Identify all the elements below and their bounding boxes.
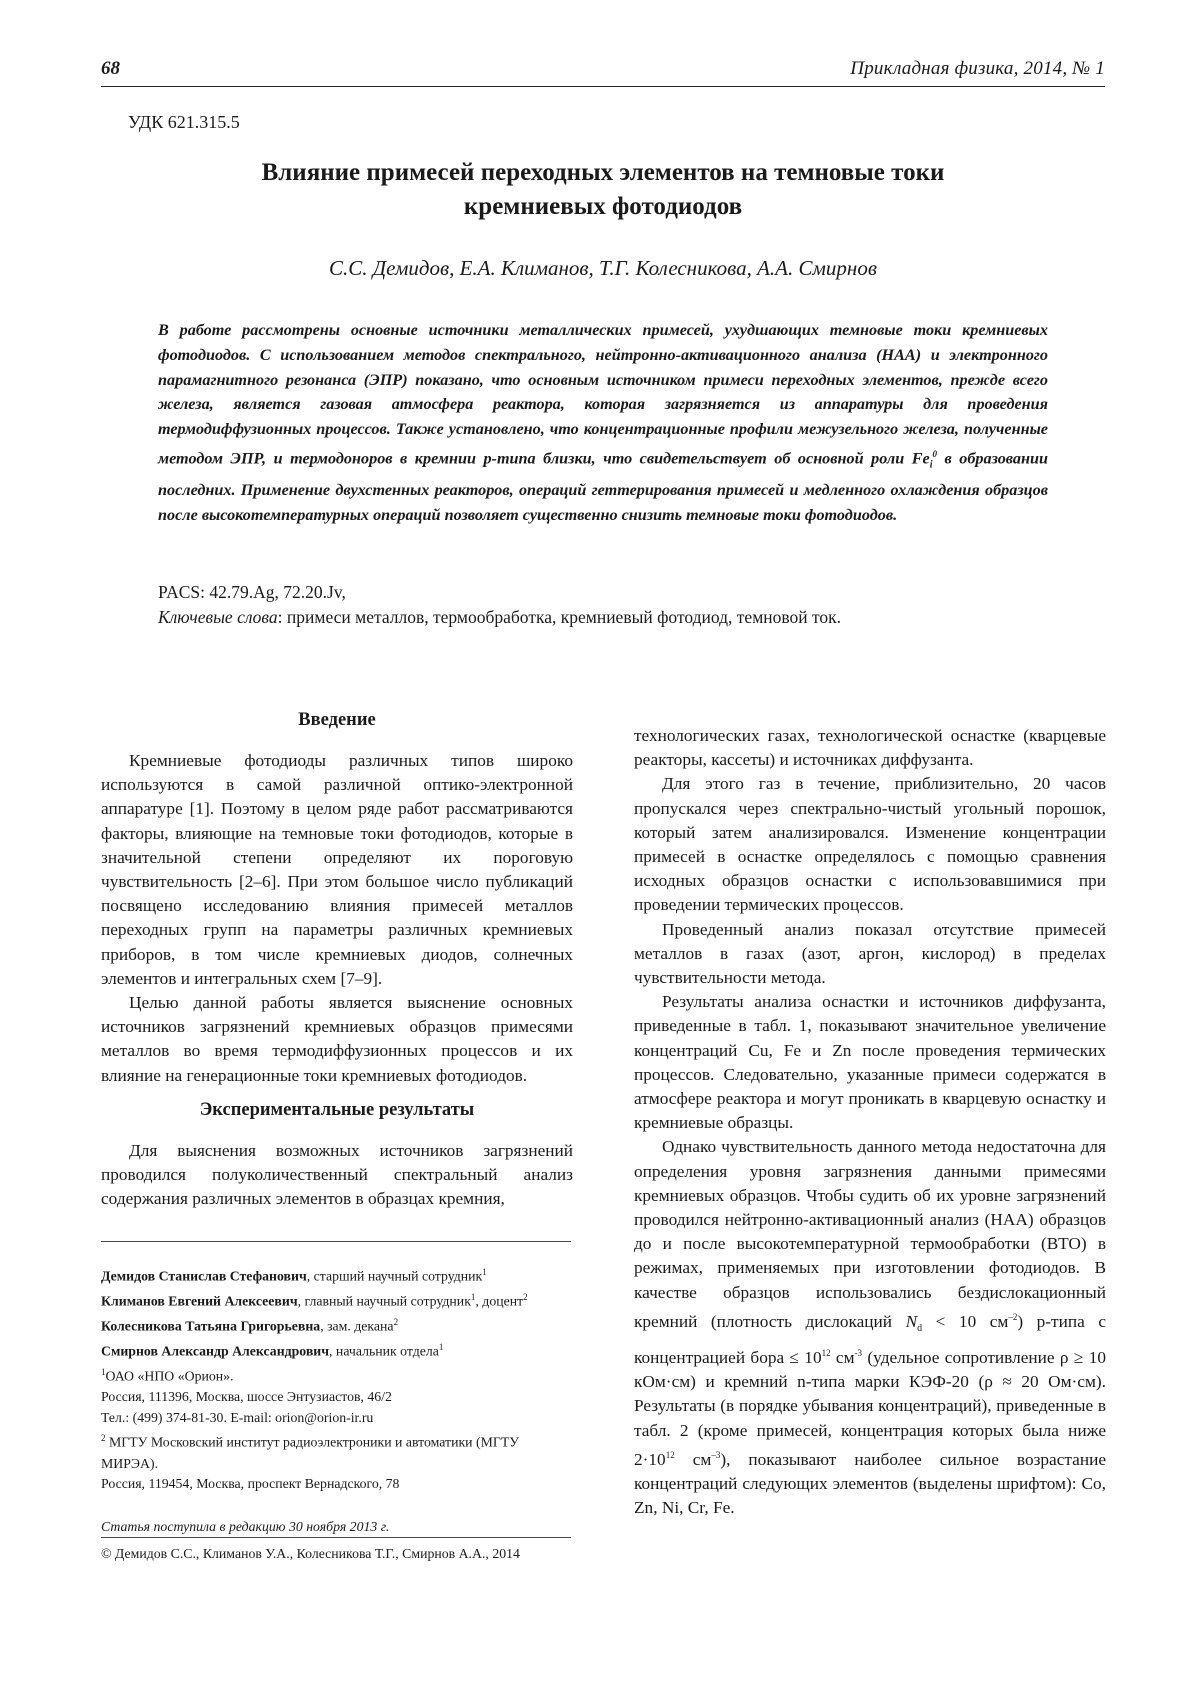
abstract (158, 318, 1048, 528)
paragraph: Кремниевые фотодиоды различных типов широко используются в самой различной оптико-электронной аппаратуре [1]. Поэтому в целом ряде работ рассматриваются факторы, влияющие на темновые токи фотодиодов, которые в значительной степени определяют их пороговую чувствительность [2–6]. При этом большое число публикаций посвящено исследованию влияния примесей металлов переходных групп на параметры различных кремниевых приборов, в том числе кремниевых диодов, солнечных элементов и интегральных схем [7–9]. (101, 751, 573, 988)
udk-code: УДК 621.315.5 (128, 112, 240, 132)
journal-name: Прикладная физика, 2014, № 1 (850, 58, 1105, 79)
affiliation-contact: Тел.: (499) 374-81-30. E-mail: orion@orion-ir.ru (101, 1409, 374, 1425)
affiliation-address: Россия, 111396, Москва, шоссе Энтузиастов, 46/2 (101, 1389, 392, 1405)
author-note: Демидов Станислав Стефанович, старший научный сотрудник$^1$ (101, 1267, 487, 1284)
abstract-superscript: 0 (932, 448, 937, 459)
affiliation: $^1$ОАО «НПО «Орион». (101, 1367, 234, 1384)
running-header (101, 58, 1105, 87)
left-column (101, 710, 573, 1242)
author-note: Колесникова Татьяна Григорьевна, зам. декана$^2$ (101, 1317, 399, 1334)
received-date: Статья поступила в редакцию 30 ноября 2013 г. (101, 1519, 571, 1538)
page-number: 68 (101, 58, 120, 79)
paragraph: технологических газах, технологической оснастке (кварцевые реакторы, кассеты) и источниках диффузанта. (634, 726, 1106, 770)
abstract-text-end: в образовании последних. Применение двухстенных реакторов, операций геттерирования примесей и медленного охлаждения образцов после высокотемпературных операций позволяет существенно снизить темновые токи фотодиодов. (158, 449, 1048, 525)
paragraph: Однако чувствительность данного метода недостаточна для определения уровня загрязнения данными примесями кремниевых образцов. Чтобы судить об их уровне загрязнений проводился нейтронно-активационный анализ (НАА) образцов до и после высокотемпературной термообработки (ВТО) в режимах, применяемых при изготовлении фотодиодов. В качестве образцов использовались бездислокационный кремний (плотность дислокаций $N_d < 10$ $см^{-2}$) p-типа с концентрацией бора ≤ $10^{12}$ $см^{-3}$ (удельное сопротивление ρ ≥ 10 кОм·см) и кремний n-типа марки КЭФ-20 (ρ ≈ 20 Ом·см). Результаты (в порядке убывания концентраций), приведенные в табл. 2 (кроме примесей, концентрация которых была ниже $2\cdot 10^{12}$ $см^{-3}$), показывают наиболее сильное возрастание концентраций следующих элементов (выделены шрифтом): Co, Zn, Ni, Cr, Fe. (634, 1137, 1106, 1518)
paragraph: Результаты анализа оснастки и источников диффузанта, приведенные в табл. 1, показывают значительное увеличение концентраций Cu, Fe и Zn после проведения термических процессов. Следовательно, указанные примеси содержатся в атмосфере реактора и могут проникать в кварцевую оснастку и кремниевые образцы. (634, 992, 1106, 1133)
abstract-subscript: i (929, 459, 933, 471)
title-line: кремниевых фотодиодов (463, 193, 743, 220)
footnote-divider (101, 1241, 571, 1242)
article-title (101, 156, 1105, 224)
paragraph: Целью данной работы является выяснение основных источников загрязнений кремниевых образцов примесями металлов во время термодиффузионных процессов и их влияние на генерационные токи кремниевых фотодиодов. (101, 993, 573, 1085)
paragraph: Для выяснения возможных источников загрязнений проводился полуколичественный спектральный анализ содержания различных элементов в образцах кремния, (101, 1140, 573, 1209)
title-line: Влияние примесей переходных элементов на темновые токи (261, 159, 945, 186)
affiliation: $^2$ МГТУ Московский институт радиоэлектроники и автоматики (МГТУ МИРЭА). (101, 1433, 520, 1471)
keywords (158, 607, 841, 628)
keywords-text: : примеси металлов, термообработка, кремниевый фотодиод, темновой ток. (277, 607, 842, 627)
copyright: © Демидов С.С., Климанов У.А., Колесникова Т.Г., Смирнов А.А., 2014 (101, 1546, 520, 1561)
pacs-codes: PACS: 42.79.Ag, 72.20.Jv, (158, 582, 346, 602)
author-note: Климанов Евгений Алексеевич, главный научный сотрудник$^1$, доцент$^2$ (101, 1292, 528, 1309)
author-footnotes (101, 1262, 571, 1495)
abstract-text: В работе рассмотрены основные источники металлических примесей, ухудшающих темновые токи кремниевых фотодиодов. С использованием методов спектрального, нейтронно-активационного анализа (НАА) и электронного парамагнитного резонанса (ЭПР) показано, что основным источником примеси переходных элементов, прежде всего железа, является газовая атмосфера реактора, которая загрязняется из аппаратуры для проведения термодиффузионных процессов. Также установлено, что концентрационные профили межузельного железа, полученные методом ЭПР, и термодоноров в кремнии p-типа близки, что свидетельствует об основной роли Fe (158, 321, 1048, 468)
author-note: Смирнов Александр Александрович, начальник отдела$^1$ (101, 1342, 444, 1359)
section-heading-results: Экспериментальные результаты (199, 1099, 475, 1120)
affiliation-address: Россия, 119454, Москва, проспект Вернадского, 78 (101, 1476, 400, 1492)
author-list: С.С. Демидов, Е.А. Климанов, Т.Г. Колесникова, А.А. Смирнов (329, 256, 877, 280)
paragraph: Для этого газ в течение, приблизительно, 20 часов пропускался через спектрально-чистый угольный порошок, который затем анализировался. Изменение концентрации примесей в оснастке определялось с помощью сравнения исходных образцов оснастки с использовавшимися при проведении термических процессов. (634, 774, 1106, 915)
right-column (634, 724, 1106, 1520)
paragraph: Проведенный анализ показал отсутствие примесей металлов в газах (азот, аргон, кислород) в пределах чувствительности метода. (634, 919, 1106, 988)
keywords-label: Ключевые слова (158, 607, 278, 627)
section-heading-intro: Введение (298, 710, 376, 730)
